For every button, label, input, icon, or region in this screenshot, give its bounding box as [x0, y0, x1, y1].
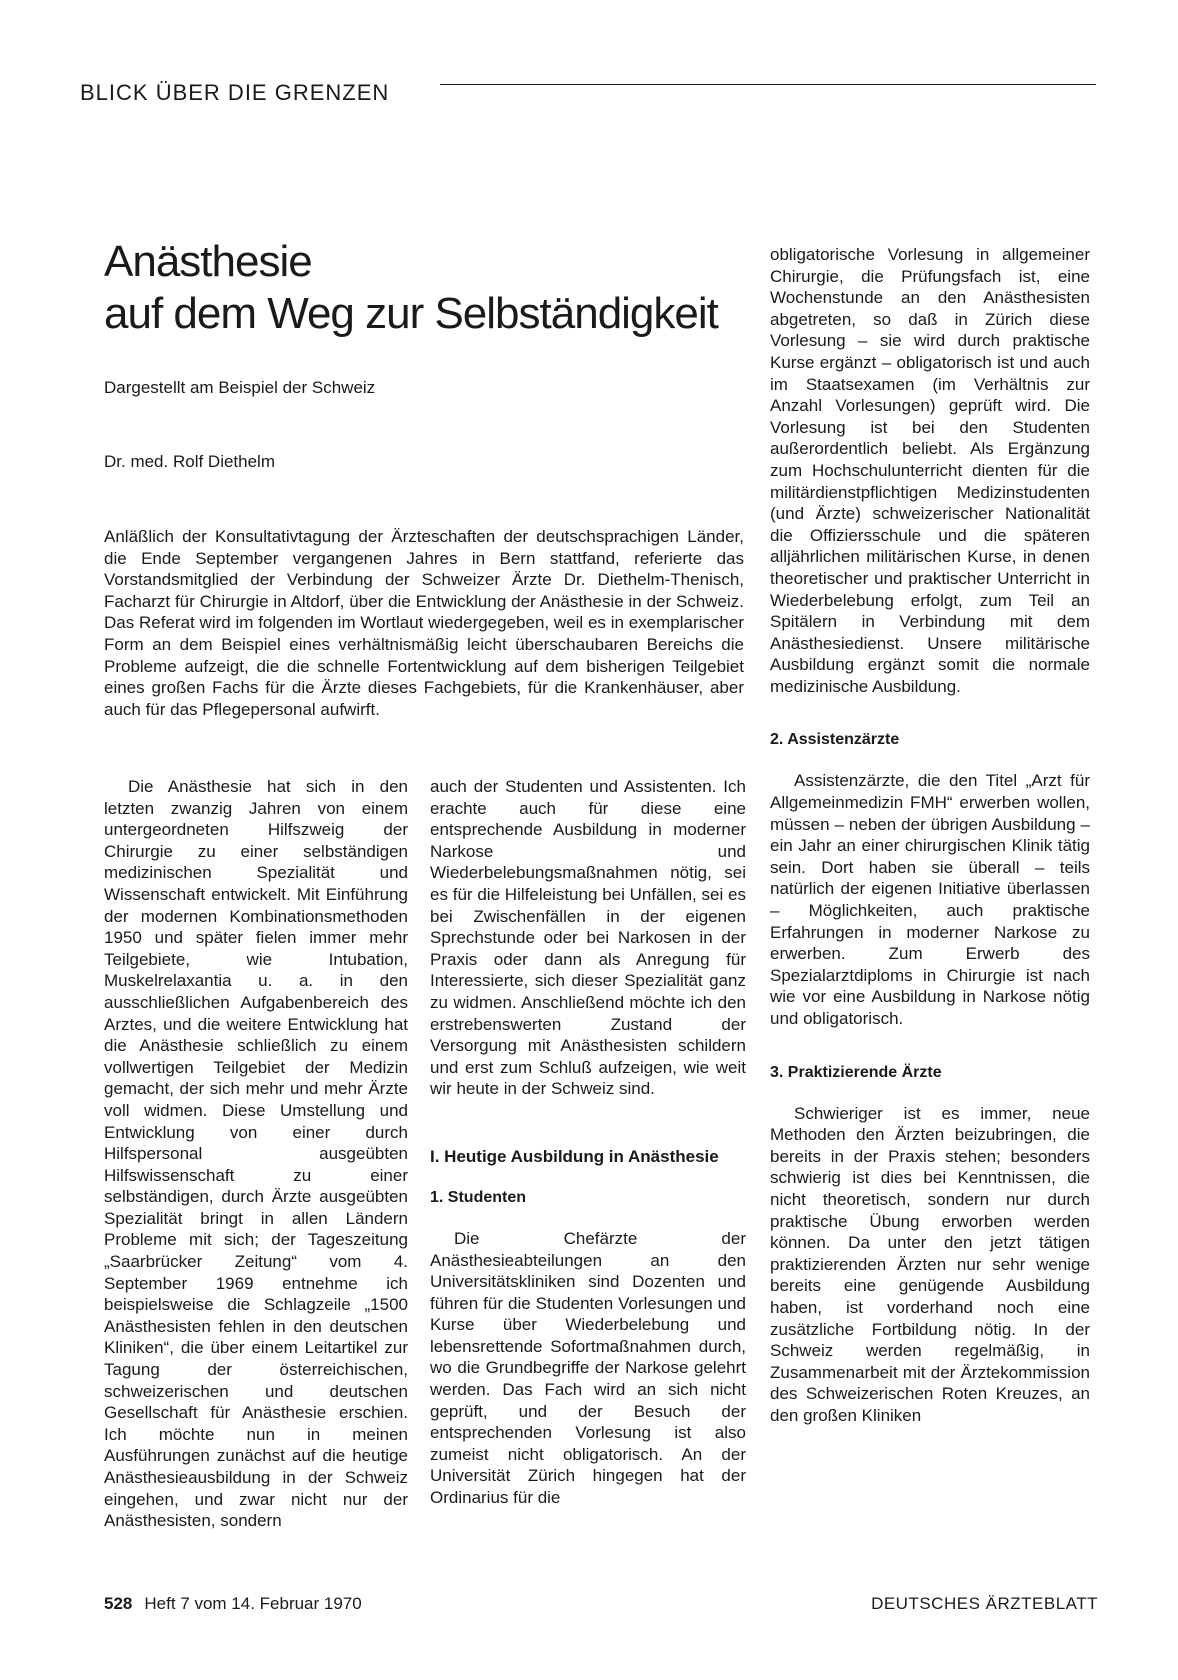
paragraph: auch der Studenten und Assistenten. Ich erachte auch für diese eine entsprechende Ausbildung in moderner Narkose und Wiederbelebungsmaßnahmen nötig, sei es für die Hilfeleistung bei Unfällen, sei es bei Zwischenfällen in der eigenen Sprechstunde oder bei Narkosen in der Praxis oder dann als Anregung für Interessierte, sich dieser Spezialität ganz zu widmen. Anschließend möchte ich den erstrebenswerten Zustand der Versorgung mit Anästhesisten schildern und erst zum Schluß aufzeigen, wie weit wir heute in der Schweiz sind. [430, 777, 746, 1099]
header-rule [440, 84, 1096, 85]
article-title [104, 236, 764, 340]
paragraph: Assistenzärzte, die den Titel „Arzt für Allgemeinmedizin FMH“ erwerben wollen, müssen – neben der übrigen Ausbildung – ein Jahr an einer chirurgischen Klinik tätig sein. Dort haben sie überall – teils natürlich der eigenen Initiative überlassen – Möglichkeiten, auch praktische Erfahrungen in moderner Narkose zu erwerben. Zum Erwerb des Spezialarztdiploms in Chirurgie ist nach wie vor eine Ausbildung in Narkose nötig und obligatorisch. [770, 771, 1090, 1028]
paragraph: Schwieriger ist es immer, neue Methoden den Ärzten beizubringen, die bereits in der Praxis stehen; besonders schwierig ist dies bei Kenntnissen, die nicht theoretisch, sondern nur durch praktische Übung erworben werden können. Da unter den jetzt tätigen praktizierenden Ärzten nur sehr wenige bereits eine genügende Ausbildung haben, ist vorderhand noch eine zusätzliche Fortbildung nötig. In der Schweiz werden regelmäßig, in Zusammenarbeit mit der Ärztekommission des Schweizerischen Roten Kreuzes, an den großen Kliniken [770, 1103, 1090, 1425]
section-label: BLICK ÜBER DIE GRENZEN [80, 80, 390, 105]
footer-issue [104, 1594, 362, 1614]
column-3 [770, 244, 1090, 1427]
column-1 [104, 776, 408, 1532]
section-heading: I. Heutige Ausbildung in Anästhesie [430, 1146, 719, 1166]
article-author: Dr. med. Rolf Diethelm [104, 452, 275, 471]
article-subtitle: Dargestellt am Beispiel der Schweiz [104, 378, 376, 397]
paragraph: Die Anästhesie hat sich in den letzten zwanzig Jahren von einem untergeordneten Hilfszweig der Chirurgie zu einer selbständigen medizinischen Spezialität und Wissenschaft entwickelt. Mit Einführung der modernen Kombinationsmethoden 1950 und später fielen immer mehr Teilgebiete, wie Intubation, Muskelrelaxantia u. a. in den ausschließlichen Aufgabenbereich des Arztes, und die weitere Entwicklung hat die Anästhesie schließlich zu einem vollwertigen Teilgebiet der Medizin gemacht, der sich mehr und mehr Ärzte voll widmen. Diese Umstellung und Entwicklung von einer durch Hilfspersonal ausgeübten Hilfswissenschaft zu einer selbständigen, durch Ärzte ausgeübten Spezialität bringt in allen Ländern Probleme mit sich; der Tageszeitung „Saarbrücker Zeitung“ vom 4. September 1969 entnehme ich beispielsweise die Schlagzeile „1500 Anästhesisten fehlen in den deutschen Kliniken“, die über einem Leitartikel zur Tagung der österreichischen, schweizerischen und deutschen Gesellschaft für Anästhesie erschien. Ich möchte nun in meinen Ausführungen zunächst auf die heutige Anästhesieausbildung in der Schweiz eingehen, und zwar nicht nur der Anästhesisten, sondern [104, 777, 408, 1531]
column-2 [430, 776, 746, 1509]
journal-name: DEUTSCHES ÄRZTEBLATT [871, 1594, 1098, 1613]
title-line-1: Anästhesie [104, 237, 312, 286]
subsection-heading-practitioners: 3. Praktizierende Ärzte [770, 1063, 942, 1081]
paragraph: Die Chefärzte der Anästhesieabteilungen an den Universitätskliniken sind Dozenten und führen für die Studenten Vorlesungen und Kurse über Wiederbelebung und lebensrettende Sofortmaßnahmen durch, wo die Grundbegriffe der Narkose gelehrt werden. Das Fach wird an sich nicht geprüft, und der Besuch der entsprechenden Vorlesung ist also zumeist nicht obligatorisch. An der Universität Zürich hingegen hat der Ordinarius für die [430, 1228, 746, 1508]
paragraph: obligatorische Vorlesung in allgemeiner Chirurgie, die Prüfungsfach ist, eine Wochenstunde an den Anästhesisten abgetreten, so daß in Zürich diese Vorlesung – sie wird durch praktische Kurse ergänzt – obligatorisch ist und auch im Staatsexamen (im Verhältnis zur Anzahl Vorlesungen) geprüft wird. Die Vorlesung ist bei den Studenten außerordentlich beliebt. Als Ergänzung zum Hochschulunterricht dienten für die militärdienstpflichtigen Medizinstudenten (und Ärzte) schweizerischer Nationalität die Offiziersschule und die späteren alljährlichen militärischen Kurse, in denen theoretischer und praktischer Unterricht in Wiederbelebung erfolgt, zum Teil an Spitälern in Verbindung mit dem Anästhesiedienst. Unsere militärische Ausbildung ergänzt somit die normale medizinische Ausbildung. [770, 245, 1090, 696]
subsection-heading-students: 1. Studenten [430, 1188, 527, 1206]
page-number: 528 [104, 1594, 133, 1613]
issue-info: Heft 7 vom 14. Februar 1970 [144, 1594, 362, 1613]
subsection-heading-assistants: 2. Assistenzärzte [770, 731, 900, 749]
lead-paragraph: Anläßlich der Konsultativtagung der Ärzteschaften der deutschsprachigen Länder, die Ende September vergangenen Jahres in Bern stattfand, referierte das Vorstandsmitglied der Verbindung der Schweizer Ärzte Dr. Diethelm-Thenisch, Facharzt für Chirurgie in Altdorf, über die Entwicklung der Anästhesie in der Schweiz. Das Referat wird im folgenden im Wortlaut wiedergegeben, weil es in exemplarischer Form an dem Beispiel eines verhältnismäßig leicht überschaubaren Bereichs die Probleme aufzeigt, die die schnelle Fortentwicklung auf dem bisherigen Teilgebiet eines großen Fachs für die Ärzte dieses Fachgebiets, für die Krankenhäuser, aber auch für das Pflegepersonal aufwirft. [104, 527, 744, 719]
title-line-2: auf dem Weg zur Selbständigkeit [104, 289, 718, 338]
